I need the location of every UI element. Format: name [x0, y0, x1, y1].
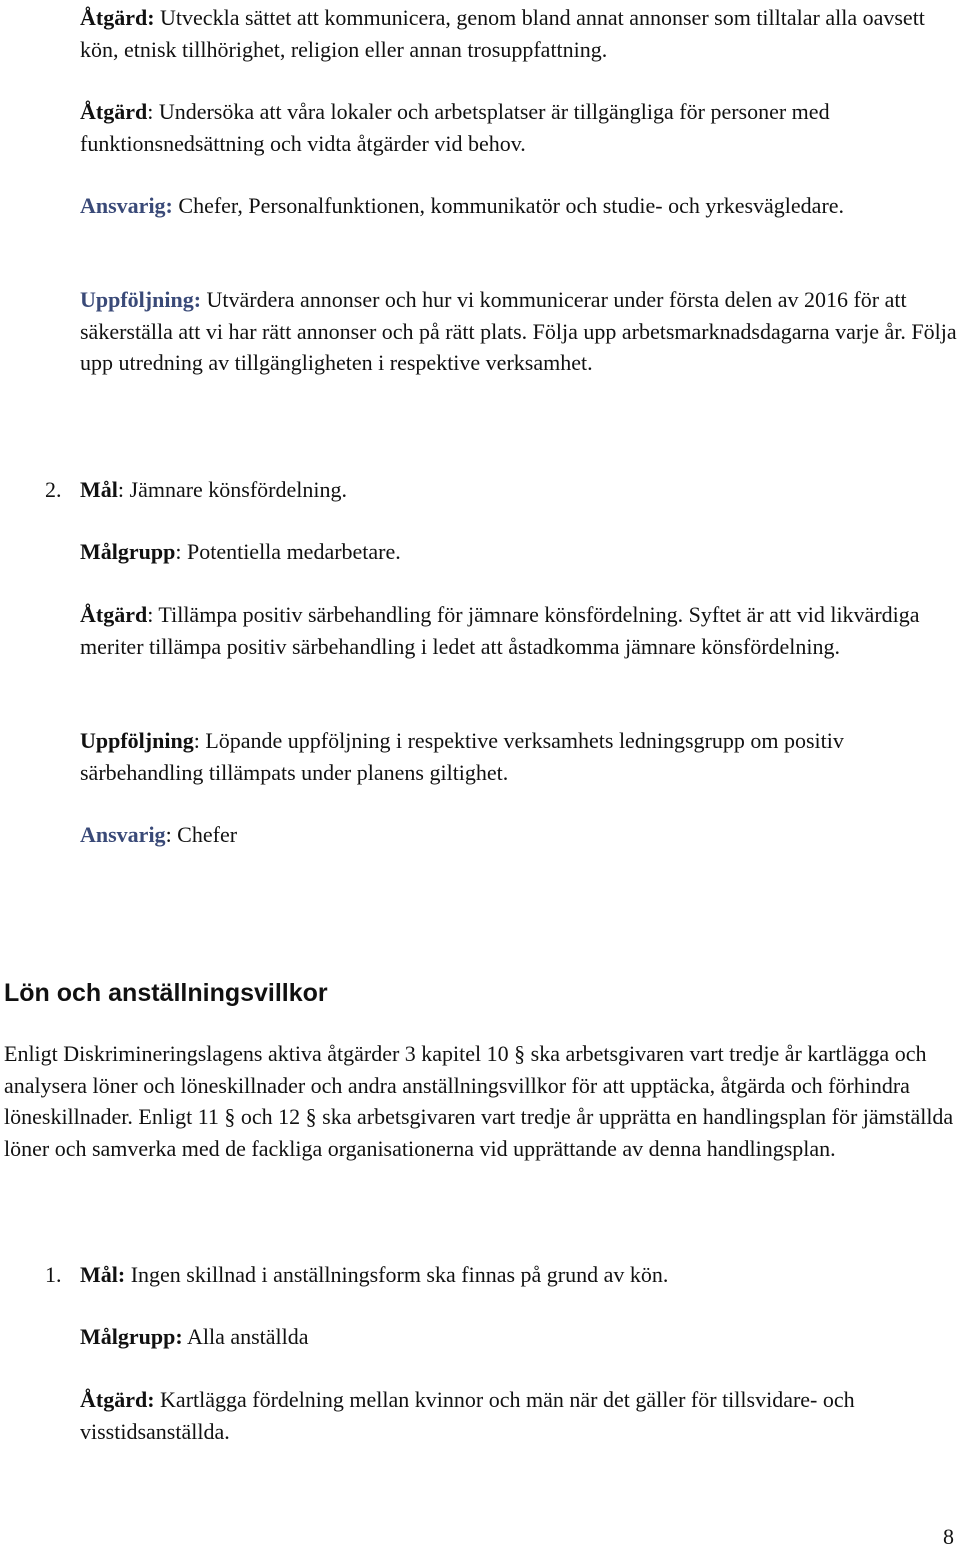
intro-text: ska arbetsgivaren vart tredje år kartlägga och analysera löner och löneskillnader och andra anställningsvillkor för att upptäcka, åtgärda och förhindra löneskillnader. Enligt 11 [4, 1041, 927, 1129]
responsible-text: : Chefer [165, 822, 238, 847]
intro-paragraph [4, 1038, 958, 1164]
target-group-paragraph [80, 1321, 958, 1353]
section-heading: Lön och anställningsvillkor [4, 979, 328, 1007]
goal-label: Mål: [80, 1262, 126, 1287]
section-sign: § [514, 1041, 526, 1066]
action-positive-discrimination-paragraph [80, 599, 958, 662]
followup-paragraph [80, 284, 958, 379]
target-group-paragraph [80, 536, 958, 568]
action-label: Åtgärd: [80, 1387, 155, 1412]
action-communication-paragraph [80, 2, 958, 65]
followup-text: Utvärdera annonser och hur vi kommunicerar under första delen av 2016 för att säkerställa att vi har rätt annonser och på rätt plats. Följa upp arbetsmarknadsdagarna varje år. Följa upp utredning av tillgängligheten i respektive verksamhet. [80, 287, 957, 375]
action-text: Utveckla sättet att kommunicera, genom bland annat annonser som tilltalar alla oavsett kön, etnisk tillhörighet, religion eller annan trosuppfattning. [80, 5, 925, 62]
target-group-label: Målgrupp [80, 539, 176, 564]
section-sign: § [224, 1104, 236, 1129]
action-label: Åtgärd [80, 602, 148, 627]
followup-label: Uppföljning: [80, 287, 202, 312]
goal-label: Mål [80, 477, 118, 502]
responsible-paragraph [80, 819, 958, 851]
intro-text: Enligt Diskrimineringslagens aktiva åtgärder 3 kapitel 10 [4, 1041, 515, 1066]
target-group-label: Målgrupp: [80, 1324, 183, 1349]
goal-2-number: 2. [45, 477, 62, 502]
target-group-text: : Potentiella medarbetare. [175, 539, 401, 564]
goal-2-paragraph [80, 474, 958, 506]
responsible-label: Ansvarig [80, 822, 166, 847]
followup-paragraph [80, 725, 958, 788]
followup-text: : Löpande uppföljning i respektive verksamhets ledningsgrupp om positiv särbehandling tillämpats under planens giltighet. [80, 728, 844, 785]
goal-1-paragraph [80, 1259, 958, 1291]
responsible-label: Ansvarig: [80, 193, 173, 218]
action-label: Åtgärd: [80, 5, 155, 30]
action-label: Åtgärd [80, 99, 148, 124]
page-number: 8 [943, 1524, 954, 1549]
goal-1-number: 1. [45, 1262, 62, 1287]
intro-text: och 12 [235, 1104, 306, 1129]
action-accessibility-paragraph [80, 96, 958, 159]
action-text: : Undersöka att våra lokaler och arbetsplatser är tillgängliga för personer med funktionsnedsättning och vidta åtgärder vid behov. [80, 99, 830, 156]
action-mapping-paragraph [80, 1384, 958, 1447]
goal-text: Ingen skillnad i anställningsform ska finnas på grund av kön. [125, 1262, 669, 1287]
responsible-text: Chefer, Personalfunktionen, kommunikatör och studie- och yrkesvägledare. [172, 193, 845, 218]
responsible-paragraph [80, 190, 958, 222]
action-text: : Tillämpa positiv särbehandling för jämnare könsfördelning. Syftet är att vid likvärdiga meriter tillämpa positiv särbehandling i ledet att åstadkomma jämnare könsfördelning. [80, 602, 920, 659]
action-text: Kartlägga fördelning mellan kvinnor och män när det gäller för tillsvidare- och visstidsanställda. [80, 1387, 855, 1444]
target-group-text: Alla anställda [182, 1324, 309, 1349]
section-sign: § [305, 1104, 317, 1129]
followup-label: Uppföljning [80, 728, 194, 753]
goal-text: : Jämnare könsfördelning. [117, 477, 347, 502]
intro-text: ska arbetsgivaren vart tredje år upprätta en handlingsplan för jämställda löner och samverka med de fackliga organisationerna vid upprättande av denna handlingsplan. [4, 1104, 954, 1161]
